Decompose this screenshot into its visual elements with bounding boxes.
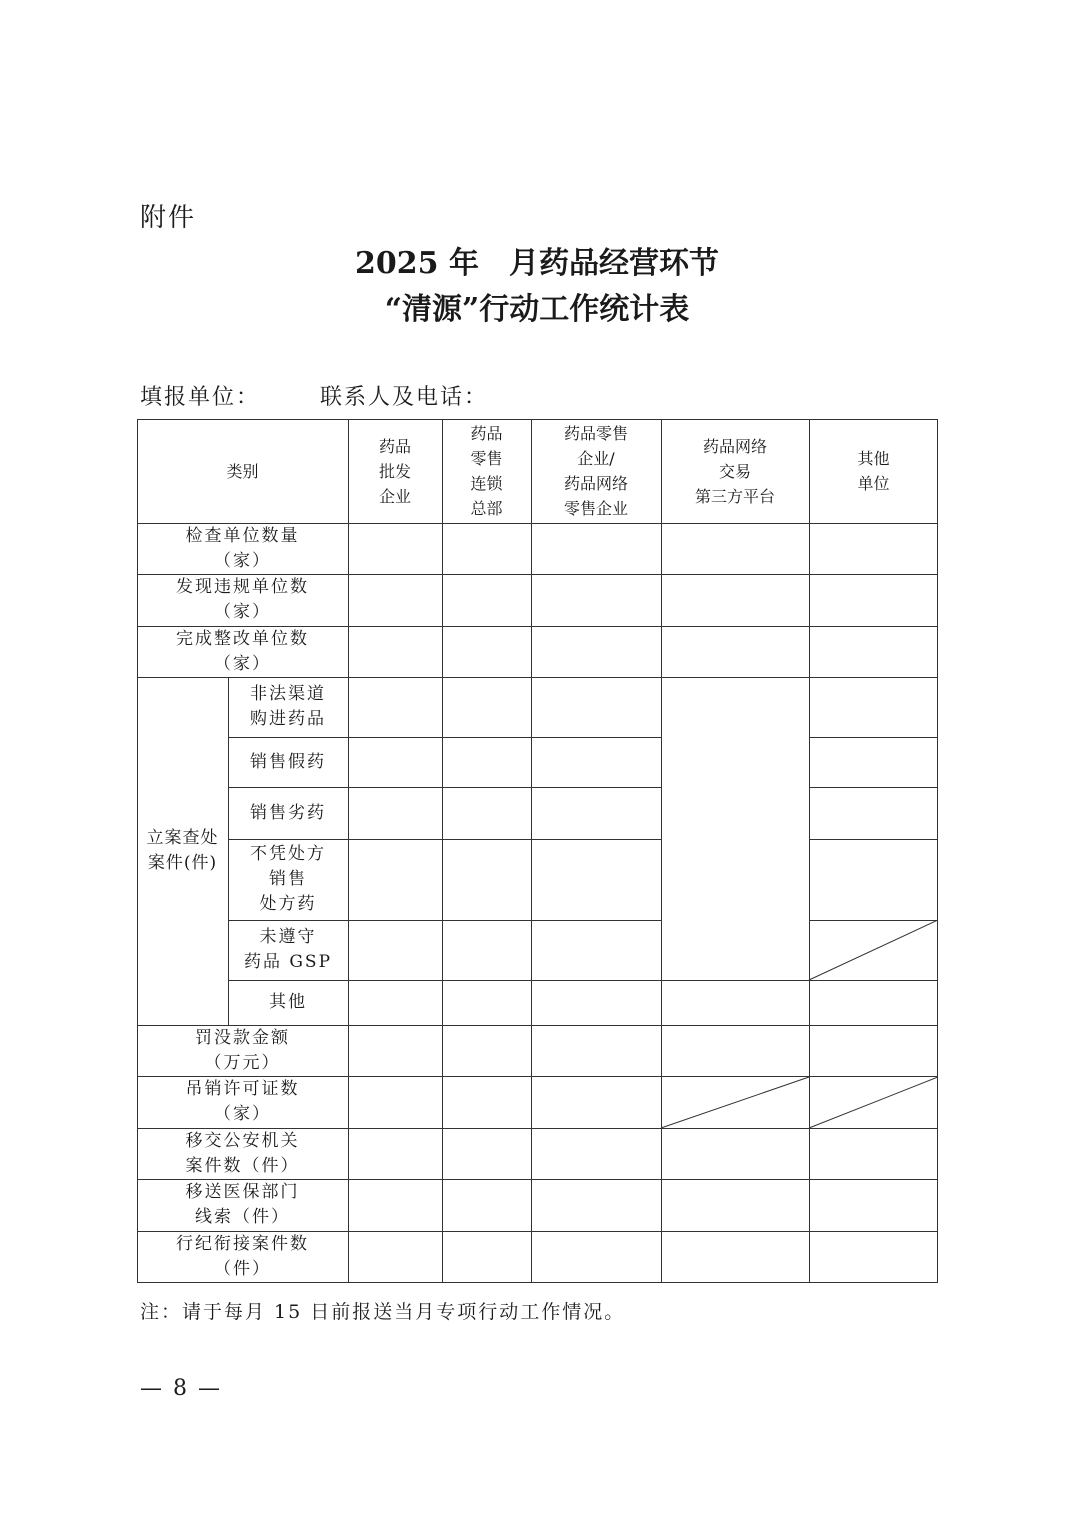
row-label-fines: 罚没款金额 （万元）	[195, 1027, 290, 1073]
row-label-inspected: 检查单位数量 （家）	[185, 525, 300, 571]
header-retail-online-retail: 药品零售 企业/ 药品网络 零售企业	[563, 424, 628, 518]
document-title-line2: “清源”行动工作统计表	[384, 292, 690, 327]
footnote: 注：请于每月 15 日前报送当月专项行动工作情况。	[140, 1301, 626, 1323]
header-category: 类别	[226, 461, 259, 481]
row-label-discipline: 行纪衔接案件数 （件）	[176, 1234, 309, 1279]
header-retail-chain-hq: 药品 零售 连锁 总部	[470, 424, 503, 518]
statistics-table	[137, 419, 938, 1283]
row-label-cases-group: 立案查处 案件(件)	[146, 828, 219, 873]
row-label-revoked: 吊销许可证数 （家）	[185, 1079, 300, 1124]
header-other-units: 其他 单位	[857, 449, 890, 493]
header-wholesale: 药品 批发 企业	[378, 436, 411, 506]
attachment-label: 附件	[140, 203, 197, 233]
row-label-police: 移交公安机关 案件数（件）	[185, 1130, 300, 1176]
reporting-unit-label: 填报单位：	[140, 385, 261, 410]
row-label-medical-insurance: 移送医保部门 线索（件）	[185, 1182, 300, 1227]
contact-label: 联系人及电话：	[320, 385, 489, 410]
row-label-counterfeit: 销售假药	[250, 751, 326, 772]
row-label-substandard: 销售劣药	[250, 802, 326, 823]
row-label-no-prescription: 不凭处方 销售 处方药	[250, 844, 326, 914]
row-label-illegal-channel: 非法渠道 购进药品	[250, 684, 326, 729]
row-label-gsp: 未遵守 药品 GSP	[243, 927, 333, 972]
document-title-line1: 2025 年 月药品经营环节	[355, 246, 719, 281]
row-label-rectified: 完成整改单位数 （家）	[176, 628, 309, 674]
row-label-violations: 发现违规单位数 （家）	[176, 577, 309, 622]
page-number: — 8 —	[140, 1376, 222, 1401]
header-online-third-party: 药品网络 交易 第三方平台	[694, 436, 775, 506]
row-label-case-other: 其他	[269, 992, 307, 1012]
